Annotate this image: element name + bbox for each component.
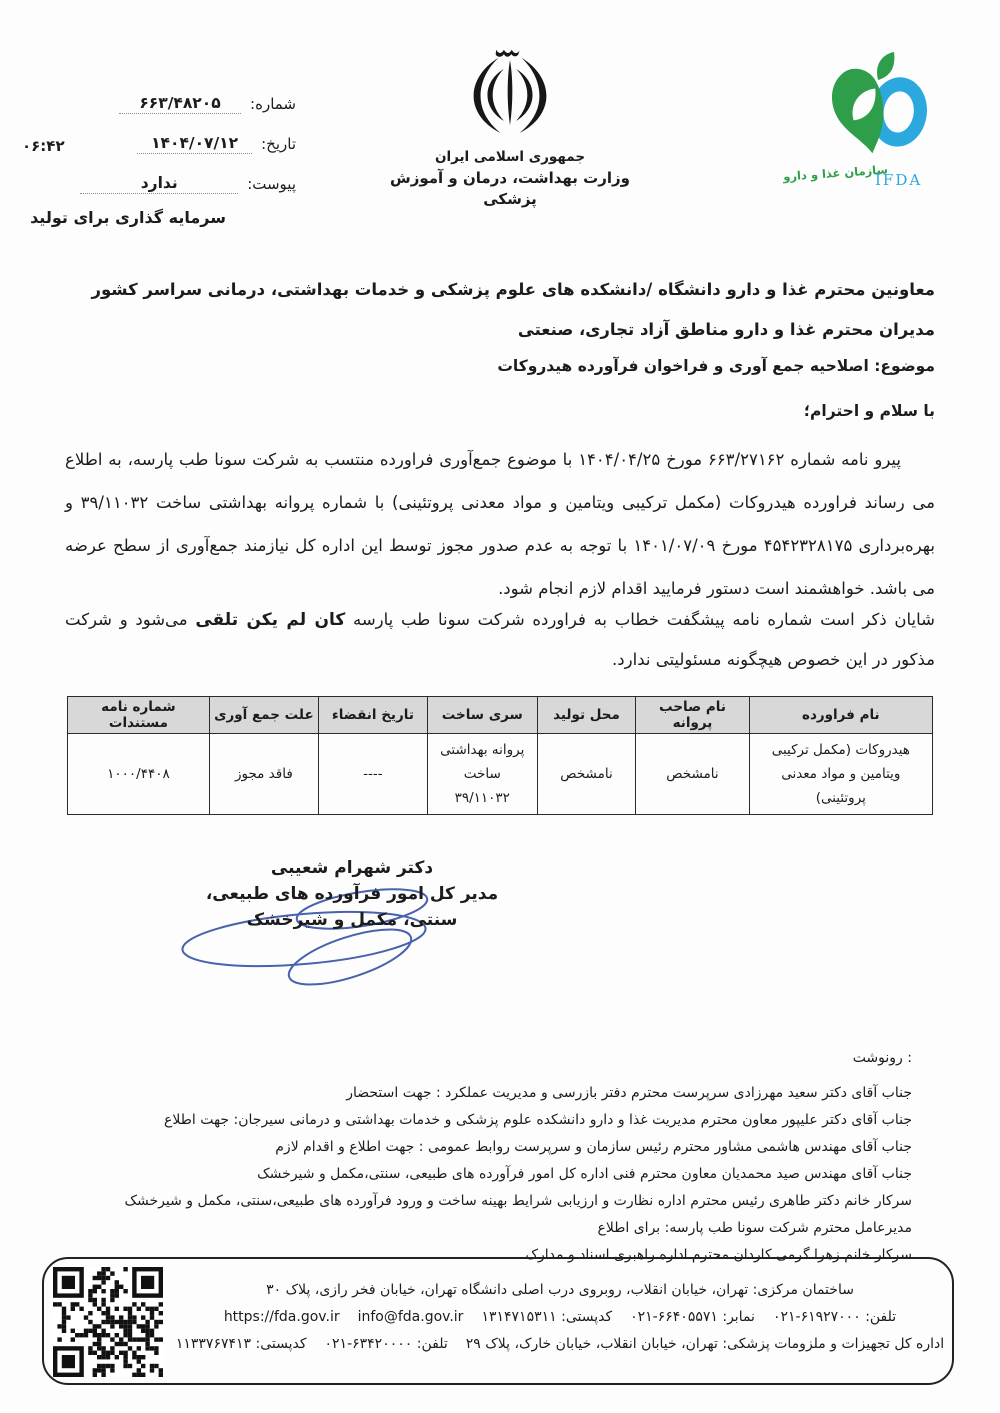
- cc-item-6: مدیرعامل محترم شرکت سونا طب پارسه: برای اطلاع: [597, 1220, 912, 1236]
- letterhead-meta: [8, 84, 300, 227]
- header-expiry: تاریخ انقضاء: [318, 697, 427, 734]
- phone2-label: تلفن:: [416, 1336, 448, 1352]
- postal-pair: [481, 1304, 612, 1331]
- date-label: تاریخ:: [261, 135, 296, 153]
- cc-item-3: جناب آقای مهندس هاشمی مشاور محترم رئیس سازمان و سرپرست روابط عمومی : جهت اطلاع و اقدام لازم: [275, 1139, 912, 1155]
- fax-value: ۰۲۱-۶۶۴۰۵۵۷۱: [630, 1309, 718, 1325]
- emblem-country: جمهوری اسلامی ایران: [434, 149, 586, 165]
- recipients-line-2: مدیران محترم غذا و دارو مناطق آزاد تجاری، صنعتی: [517, 320, 935, 339]
- slogan: سرمایه گذاری برای تولید: [30, 208, 226, 227]
- postal2-value: ۱۱۳۳۷۶۷۴۱۳: [175, 1336, 252, 1352]
- number-label: شماره:: [250, 95, 296, 113]
- equipment-office-address: اداره کل تجهیزات و ملزومات پزشکی: تهران، خیابان انقلاب، خیابان خارک، پلاک ۲۹: [465, 1336, 945, 1352]
- attachment-field: [8, 164, 300, 204]
- body-paragraph-2: [65, 600, 935, 680]
- cc-block: [65, 1050, 912, 1269]
- attachment-label: پیوست:: [247, 175, 296, 193]
- recall-table: [67, 696, 933, 815]
- fax-label: نمابر:: [722, 1309, 755, 1325]
- central-building-address: ساختمان مرکزی: تهران، خیابان انقلاب، روبروی درب اصلی دانشگاه تهران، خیابان فخر رازی، پلاک ۳۰: [266, 1282, 854, 1298]
- cc-item-5: سرکار خانم دکتر طاهری رئیس محترم اداره نظارت و ارزیابی شرایط بهینه ساخت و ورود فرآورده های طبیعی،سنتی، مکمل و شیرخشک: [124, 1193, 912, 1209]
- cc-item-4: جناب آقای مهندس صید محمدیان معاون محترم فنی اداره کل امور فرآورده های طبیعی، سنتی،مکمل و شیرخشک: [257, 1166, 912, 1182]
- email-link[interactable]: info@fda.gov.ir: [357, 1309, 464, 1325]
- phone-pair: [773, 1304, 896, 1331]
- table-row: [68, 734, 933, 815]
- cell-batch: پروانه بهداشتی ساخت ۳۹/۱۱۰۳۲: [427, 734, 537, 815]
- phone2-pair: [325, 1331, 448, 1358]
- header-license-owner: نام صاحب پروانه: [636, 697, 749, 734]
- salutation: با سلام و احترام؛: [803, 402, 935, 420]
- cell-recall-reason: فاقد مجوز: [209, 734, 318, 815]
- website-link[interactable]: https://fda.gov.ir: [223, 1309, 340, 1325]
- footer-box: [42, 1257, 954, 1385]
- paragraph2-bold: کان لم یکن تلقی: [195, 610, 346, 630]
- table-header-row: [68, 697, 933, 734]
- ifda-acronym: IFDA: [875, 171, 923, 189]
- fax-pair: [630, 1304, 755, 1331]
- paragraph2-post: می‌شود و شرکت مذکور در این خصوص هیچگونه مسئولیتی ندارد.: [65, 610, 935, 669]
- footer-address-1: [184, 1277, 936, 1304]
- qr-code: [53, 1267, 163, 1377]
- ifda-logo-block: [783, 50, 963, 200]
- cc-item-1: جناب آقای دکتر سعید مهرزادی سرپرست محترم دفتر بازرسی و مدیریت عملکرد : جهت استحضار: [346, 1085, 912, 1101]
- phone-label: تلفن:: [865, 1309, 897, 1325]
- cc-item-2: جناب آقای دکتر علیپور معاون محترم مدیریت غذا و دارو دانشکده علوم پزشکی و خدمات بهداشتی و درمانی سیرجان: جهت اطلاع: [164, 1112, 912, 1128]
- recipients-line-1: معاونین محترم غذا و دارو دانشگاه /دانشکده های علوم پزشکی و خدمات بهداشتی، درمانی سراسر کشور: [91, 280, 935, 299]
- cc-item-7: سرکار خانم زهرا گرمی کاردان محترم اداره راهبری اسناد و مدارک: [525, 1247, 912, 1263]
- postal-value: ۱۳۱۴۷۱۵۳۱۱: [481, 1309, 557, 1325]
- emblem-block: [390, 46, 630, 211]
- cell-expiry: ----: [318, 734, 427, 815]
- cell-production-site: نامشخص: [537, 734, 636, 815]
- attachment-value: ندارد: [80, 174, 238, 194]
- recipients-block: [65, 270, 935, 350]
- signature-block: [152, 855, 552, 933]
- header-recall-reason: علت جمع آوری: [209, 697, 318, 734]
- date-field: [8, 124, 300, 164]
- postal2-label: کدپستی:: [255, 1336, 307, 1352]
- header-doc-number: شماره نامه مستندات: [68, 697, 210, 734]
- ifda-org-name: سازمان غذا و دارو: [782, 162, 889, 184]
- phone2-value: ۰۲۱-۶۳۴۲۰۰۰۰: [324, 1336, 413, 1352]
- signatory-name: دکتر شهرام شعیبی: [270, 858, 434, 878]
- paragraph2-pre: شایان ذکر است شماره نامه پیشگفت خطاب به فراورده شرکت سونا طب پارسه: [345, 610, 935, 629]
- footer-address-2: [175, 1331, 945, 1358]
- signatory-title-1: مدیر کل امور فرآورده های طبیعی،: [205, 884, 499, 904]
- postal2-pair: [176, 1331, 307, 1358]
- signatory-title-2: سنتی، مکمل و شیرخشک: [246, 910, 458, 930]
- postal-label: کدپستی:: [561, 1309, 613, 1325]
- cc-label: رونوشت :: [852, 1050, 912, 1066]
- header-product-name: نام فراورده: [749, 697, 932, 734]
- cell-license-owner: نامشخص: [636, 734, 749, 815]
- national-emblem-icon: [458, 127, 562, 146]
- header-production-site: محل تولید: [537, 697, 636, 734]
- time-value: ۰۶:۴۲: [22, 137, 65, 155]
- number-value: ۶۶۳/۴۸۲۰۵: [119, 94, 241, 114]
- header-batch: سری ساخت: [427, 697, 537, 734]
- date-value: ۱۴۰۴/۰۷/۱۲: [137, 134, 252, 154]
- cell-product-name: هیدروکات (مکمل ترکیبی ویتامین و مواد معدنی پروتئینی): [749, 734, 932, 815]
- emblem-ministry: وزارت بهداشت، درمان و آموزش پزشکی: [390, 168, 630, 209]
- footer-contact-line: [184, 1304, 936, 1331]
- cell-doc-number: ۱۰۰۰/۴۴۰۸: [68, 734, 210, 815]
- subject-line: موضوع: اصلاحیه جمع آوری و فراخوان فرآورده هیدروکات: [497, 357, 935, 375]
- body-paragraph-1: پیرو نامه شماره ۶۶۳/۲۷۱۶۲ مورخ ۱۴۰۴/۰۴/۲۵ با موضوع جمع‌آوری فراورده منتسب به شرکت سونا طب پارسه، به اطلاع می رساند فراورده هیدروکات (مکمل ترکیبی ویتامین و مواد معدنی پروتئینی) با شماره پروانه بهداشتی ساخت ۳۹/۱۱۰۳۲ و بهره‌برداری ۴۵۴۲۳۲۸۱۷۵ مورخ ۱۴۰۱/۰۷/۰۹ با توجه به عدم صدور مجوز توسط این اداره کل نیازمند جمع‌آوری از سطح عرضه می باشد. خواهشمند است دستور فرمایید اقدام لازم انجام شود.: [65, 450, 935, 598]
- number-field: [8, 84, 300, 124]
- phone-value: ۰۲۱-۶۱۹۲۷۰۰۰: [772, 1309, 861, 1325]
